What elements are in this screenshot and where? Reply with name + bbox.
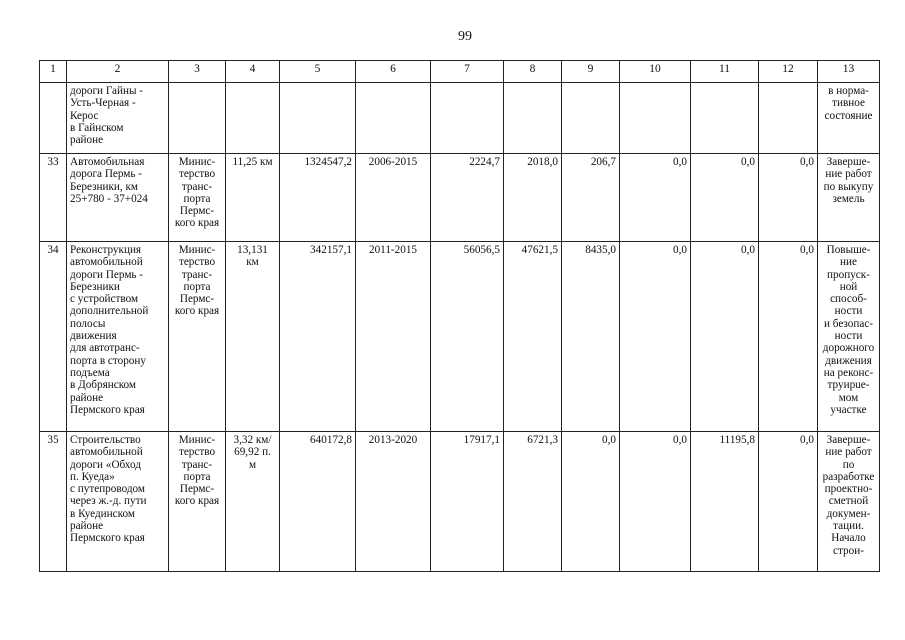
value-cell bbox=[562, 83, 620, 154]
value-cell bbox=[759, 83, 818, 154]
object-name-cell: Автомобильная дорога Пермь - Березники, км 25+780 - 37+024 bbox=[67, 154, 169, 242]
result-cell: Повыше- ние пропуск- ной способ- ности и безопас- ности дорожного движения на реконс- труирue- мом участке bbox=[818, 242, 880, 432]
result-cell: Заверше- ние работ по выкупу земель bbox=[818, 154, 880, 242]
value-cell: 0,0 bbox=[620, 242, 691, 432]
table-row bbox=[40, 83, 880, 154]
row-number-cell: 35 bbox=[40, 432, 67, 572]
value-cell: 206,7 bbox=[562, 154, 620, 242]
cost-cell bbox=[280, 83, 356, 154]
value-cell: 2224,7 bbox=[431, 154, 504, 242]
header-cell: 3 bbox=[169, 61, 226, 83]
value-cell: 11195,8 bbox=[691, 432, 759, 572]
cost-cell: 640172,8 bbox=[280, 432, 356, 572]
organization-cell: Минис- терство транс- порта Пермс- кого края bbox=[169, 242, 226, 432]
value-cell: 6721,3 bbox=[504, 432, 562, 572]
length-cell bbox=[226, 83, 280, 154]
value-cell bbox=[431, 83, 504, 154]
data-table bbox=[39, 60, 880, 572]
length-cell: 11,25 км bbox=[226, 154, 280, 242]
value-cell: 56056,5 bbox=[431, 242, 504, 432]
table-row bbox=[40, 242, 880, 432]
row-number-cell: 33 bbox=[40, 154, 67, 242]
header-cell: 2 bbox=[67, 61, 169, 83]
organization-cell: Минис- терство транс- порта Пермс- кого края bbox=[169, 432, 226, 572]
organization-cell: Минис- терство транс- порта Пермс- кого края bbox=[169, 154, 226, 242]
table-row bbox=[40, 154, 880, 242]
result-cell: Заверше- ние работ по разработке проектно- сметной докумен- тации. Начало строи- bbox=[818, 432, 880, 572]
header-cell: 6 bbox=[356, 61, 431, 83]
value-cell: 0,0 bbox=[759, 242, 818, 432]
header-cell: 5 bbox=[280, 61, 356, 83]
object-name-cell: Реконструкция автомобильной дороги Пермь - Березники с устройством дополнительной полосы движения для автотранс- порта в сторону подъема в Добрянском районе Пермского края bbox=[67, 242, 169, 432]
header-cell: 1 bbox=[40, 61, 67, 83]
header-cell: 10 bbox=[620, 61, 691, 83]
header-cell: 13 bbox=[818, 61, 880, 83]
header-row bbox=[40, 61, 880, 83]
cost-cell: 1324547,2 bbox=[280, 154, 356, 242]
row-number-cell: 34 bbox=[40, 242, 67, 432]
table-row bbox=[40, 432, 880, 572]
value-cell: 0,0 bbox=[759, 154, 818, 242]
period-cell: 2013-2020 bbox=[356, 432, 431, 572]
page-number: 99 bbox=[458, 29, 472, 44]
value-cell bbox=[620, 83, 691, 154]
header-cell: 7 bbox=[431, 61, 504, 83]
value-cell: 0,0 bbox=[759, 432, 818, 572]
value-cell: 47621,5 bbox=[504, 242, 562, 432]
period-cell: 2011-2015 bbox=[356, 242, 431, 432]
row-number-cell bbox=[40, 83, 67, 154]
value-cell: 0,0 bbox=[562, 432, 620, 572]
period-cell: 2006-2015 bbox=[356, 154, 431, 242]
value-cell: 0,0 bbox=[620, 154, 691, 242]
organization-cell bbox=[169, 83, 226, 154]
value-cell bbox=[504, 83, 562, 154]
header-cell: 11 bbox=[691, 61, 759, 83]
value-cell: 0,0 bbox=[691, 154, 759, 242]
cost-cell: 342157,1 bbox=[280, 242, 356, 432]
value-cell: 0,0 bbox=[620, 432, 691, 572]
value-cell bbox=[691, 83, 759, 154]
object-name-cell: дороги Гайны - Усть-Черная - Керос в Гайнском районе bbox=[67, 83, 169, 154]
value-cell: 0,0 bbox=[691, 242, 759, 432]
value-cell: 8435,0 bbox=[562, 242, 620, 432]
header-cell: 8 bbox=[504, 61, 562, 83]
value-cell: 2018,0 bbox=[504, 154, 562, 242]
result-cell: в норма- тивное состояние bbox=[818, 83, 880, 154]
period-cell bbox=[356, 83, 431, 154]
header-cell: 4 bbox=[226, 61, 280, 83]
header-cell: 9 bbox=[562, 61, 620, 83]
value-cell: 17917,1 bbox=[431, 432, 504, 572]
length-cell: 13,131 км bbox=[226, 242, 280, 432]
object-name-cell: Строительство автомобильной дороги «Обход п. Куеда» с путепроводом через ж.-д. пути в Куединском районе Пермского края bbox=[67, 432, 169, 572]
header-cell: 12 bbox=[759, 61, 818, 83]
length-cell: 3,32 км/ 69,92 п. м bbox=[226, 432, 280, 572]
